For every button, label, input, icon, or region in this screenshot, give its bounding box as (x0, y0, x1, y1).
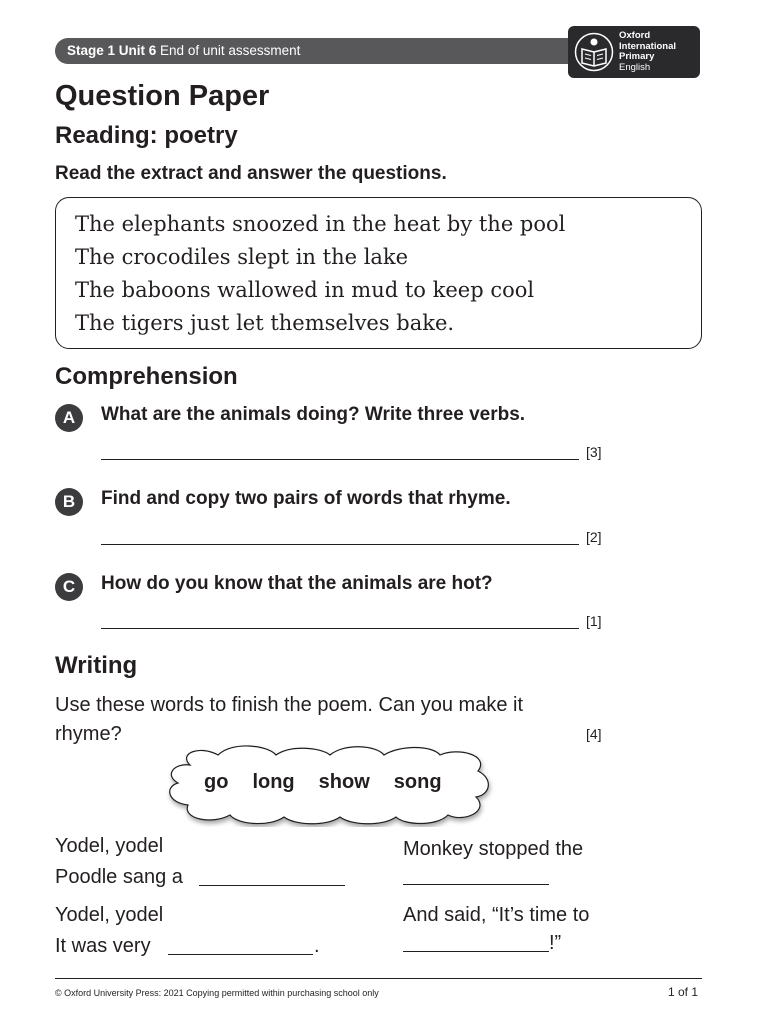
poem-line: It was very (55, 935, 151, 957)
word-long: long (252, 771, 295, 793)
writing-prompt: Use these words to finish the poem. Can you make it rhyme? (55, 694, 524, 745)
logo-line: Primary (619, 51, 655, 62)
answer-line-a[interactable] (101, 459, 579, 460)
assessment-label: End of unit assessment (160, 43, 301, 58)
logo-line: English (619, 61, 651, 73)
answer-line-c[interactable] (101, 628, 579, 629)
marks-a: [3] (586, 444, 602, 460)
word-show: show (318, 771, 370, 793)
footer-copyright: © Oxford University Press: 2021 Copying permitted within purchasing school only (55, 988, 379, 998)
word-go: go (204, 771, 229, 793)
blank-right-2[interactable] (403, 951, 549, 952)
question-c-text: How do you know that the animals are hot? (101, 573, 493, 594)
question-b-badge: B (55, 488, 83, 516)
question-a-badge: A (55, 404, 83, 432)
blank-left-2[interactable] (168, 954, 313, 955)
marks-c: [1] (586, 613, 602, 629)
logo-line: Oxford (619, 30, 651, 41)
extract-line: The elephants snoozed in the heat by the pool (75, 212, 566, 236)
question-c-badge: C (55, 573, 83, 601)
writing-heading: Writing (55, 652, 138, 679)
poem-punct: . (314, 935, 320, 957)
question-a-text: What are the animals doing? Write three verbs. (101, 404, 526, 425)
poem-line: Poodle sang a (55, 866, 183, 888)
question-b-text: Find and copy two pairs of words that rhyme. (101, 488, 511, 509)
logo-text (619, 31, 676, 73)
word-song: song (393, 771, 442, 793)
book-reader-icon (574, 32, 614, 72)
poem-line: Yodel, yodel (55, 835, 164, 857)
extract-line: The tigers just let themselves bake. (75, 311, 455, 335)
poem-line: Monkey stopped the (403, 838, 584, 860)
page-number: 1 of 1 (668, 985, 699, 999)
poem-line: And said, “It’s time to (403, 904, 590, 926)
blank-right-1[interactable] (403, 884, 549, 885)
oxford-logo (568, 26, 700, 78)
footer-divider (55, 978, 702, 979)
answer-line-b[interactable] (101, 544, 579, 545)
page-title: Question Paper (55, 80, 270, 112)
page-subtitle: Reading: poetry (55, 122, 238, 149)
logo-line: International (619, 40, 677, 52)
header-bar (55, 38, 580, 64)
poem-extract-box (55, 197, 702, 349)
word-bank (204, 771, 464, 794)
marks-writing: [4] (586, 726, 602, 742)
poem-punct: !” (549, 932, 562, 954)
stage-unit: Stage 1 Unit 6 (67, 43, 157, 58)
extract-line: The baboons wallowed in mud to keep cool (75, 278, 535, 302)
poem-line: Yodel, yodel (55, 904, 164, 926)
marks-b: [2] (586, 529, 602, 545)
word-bank-cloud (160, 743, 500, 827)
comprehension-heading: Comprehension (55, 363, 238, 390)
instruction: Read the extract and answer the questions. (55, 163, 447, 184)
extract-line: The crocodiles slept in the lake (75, 245, 409, 269)
blank-left-1[interactable] (199, 885, 345, 886)
